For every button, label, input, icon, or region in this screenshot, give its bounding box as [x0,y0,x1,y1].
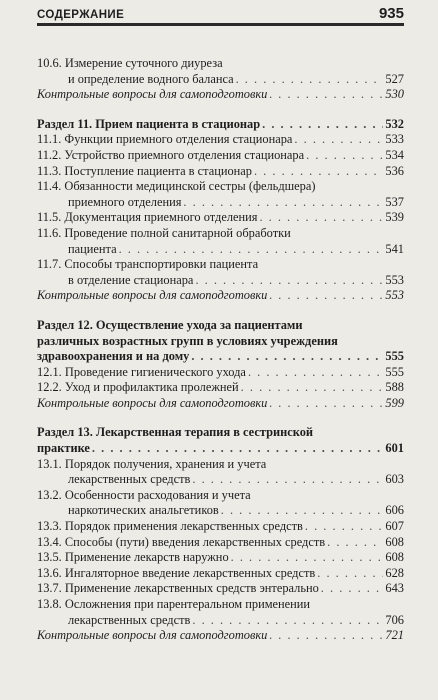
toc-entry-text: 13.3. Порядок применения лекарственных средств [37,519,303,534]
toc-page-number: 603 [385,472,404,487]
dot-leader [92,441,383,457]
toc-entry [37,365,404,381]
toc-entry-text: наркотических анальгетиков [68,503,219,518]
toc-page-number: 555 [385,349,404,364]
dot-leader [221,503,384,519]
toc-page-number: 606 [385,503,404,518]
toc-entry-text: 11.6. Проведение полной санитарной обработки [37,225,291,240]
toc-page-number: 534 [385,147,404,162]
dot-leader [119,242,384,258]
dot-leader [248,365,383,381]
toc-entry [37,148,404,164]
toc-entry-text: 11.1. Функции приемного отделения стационара [37,132,293,147]
toc-entry [37,519,404,535]
toc-review-questions [37,628,404,644]
toc-page-number: 527 [385,71,404,86]
toc-review-questions [37,87,404,103]
toc-page-number: 530 [385,87,404,102]
toc-entry-text: и определение водного баланса [68,71,234,86]
toc-page-number: 536 [385,163,404,178]
dot-leader [321,581,384,597]
toc-page-number: 599 [385,395,404,410]
toc-entry-text: Контрольные вопросы для самоподготовки [37,395,268,410]
dot-leader [241,380,384,396]
dot-leader [195,273,383,289]
toc-entry [37,210,404,226]
toc-section-group [37,318,404,412]
toc-entry-text: 12.1. Проведение гигиенического ухода [37,364,246,379]
dot-leader [191,349,383,365]
toc-review-questions [37,288,404,304]
toc-entry [37,380,404,396]
toc-entry [37,257,404,288]
toc-section-heading [37,425,404,456]
toc-entry [37,566,404,582]
running-title: СОДЕРЖАНИЕ [37,9,125,21]
toc-page-number: 541 [385,241,404,256]
dot-leader [294,132,383,148]
dot-leader [192,472,383,488]
dot-leader [269,628,383,644]
page-number: 935 [378,5,404,22]
toc-page-number: 721 [385,628,404,643]
toc-entry-text: 11.5. Документация приемного отделения [37,210,258,225]
toc-entry [37,535,404,551]
toc-section-heading [37,318,404,365]
toc-page-number: 537 [385,194,404,209]
toc-entry-text: Раздел 13. Лекарственная терапия в сестринской [37,425,314,440]
toc-entry-text: различных возрастных групп в условиях учреждения [37,333,338,348]
toc-entry-text: Раздел 12. Осуществление ухода за пациентами [37,317,303,332]
toc-entry [37,179,404,210]
toc-entry-text: здравоохранения и на дому [37,349,190,364]
toc-entry-text: 10.6. Измерение суточного диуреза [37,56,223,70]
toc-page-number: 706 [385,612,404,627]
toc-entry [37,226,404,257]
toc-entry [37,56,404,87]
toc-page-number: 555 [385,364,404,379]
toc-page-number: 628 [385,565,404,580]
toc-page-number: 533 [385,132,404,147]
toc-entry [37,457,404,488]
dot-leader [192,613,383,629]
dot-leader [183,195,383,211]
toc-entry-text: 13.5. Применение лекарств наружно [37,550,229,565]
toc-entry-text: 13.6. Ингаляторное введение лекарственных средств [37,565,316,580]
toc-section-heading [37,117,404,133]
toc-entry-text: 13.1. Порядок получения, хранения и учета [37,456,267,471]
toc-page-number: 608 [385,550,404,565]
toc-entry-text: пациента [68,241,117,256]
toc-page-number: 608 [385,534,404,549]
toc-entry-text: 12.2. Уход и профилактика пролежней [37,380,239,395]
toc-entry-text: лекарственных средств [68,472,191,487]
toc-page-number: 607 [385,519,404,534]
toc-entry-text: Раздел 11. Прием пациента в стационар [37,116,261,131]
toc-entry [37,550,404,566]
toc-page-number: 588 [385,380,404,395]
toc-entry-text: Контрольные вопросы для самоподготовки [37,87,268,102]
dot-leader [236,72,384,88]
dot-leader [305,519,384,535]
toc-entry [37,581,404,597]
dot-leader [327,535,383,551]
dot-leader [306,148,383,164]
toc-page-number: 643 [385,581,404,596]
dot-leader [269,87,383,103]
toc-entry-text: 13.4. Способы (пути) введения лекарственных средств [37,534,326,549]
dot-leader [269,288,383,304]
toc-page-number: 601 [385,441,404,456]
toc-entry [37,132,404,148]
toc-entry-text: 11.7. Способы транспортировки пациента [37,257,259,272]
table-of-contents [37,26,404,644]
toc-section-group [37,117,404,304]
toc-entry-text: Контрольные вопросы для самоподготовки [37,628,268,643]
toc-page-number: 553 [385,272,404,287]
dot-leader [317,566,383,582]
toc-entry-text: практике [37,441,90,456]
toc-entry-text: 11.4. Обязанности медицинской сестры (фельдшера) [37,179,316,194]
toc-entry-text: в отделение стационара [68,272,194,287]
toc-review-questions [37,396,404,412]
dot-leader [254,164,383,180]
toc-entry [37,597,404,628]
dot-leader [259,210,383,226]
toc-entry-text: Контрольные вопросы для самоподготовки [37,288,268,303]
toc-entry-text: 13.8. Осложнения при парентеральном применении [37,597,311,611]
toc-entry-text: 11.3. Поступление пациента в стационар [37,163,252,178]
toc-section-group [37,56,404,103]
toc-entry-text: лекарственных средств [68,612,191,627]
toc-entry-text: 13.2. Особенности расходования и учета [37,487,251,502]
toc-entry-text: 11.2. Устройство приемного отделения стационара [37,147,305,162]
dot-leader [262,117,383,133]
toc-page-number: 553 [385,288,404,303]
toc-entry [37,164,404,180]
toc-page-number: 539 [385,210,404,225]
toc-page-number: 532 [385,116,404,131]
toc-entry-text: приемного отделения [68,194,182,209]
dot-leader [269,396,383,412]
toc-entry [37,488,404,519]
page-header [37,0,404,26]
toc-entry-text: 13.7. Применение лекарственных средств энтерально [37,581,319,596]
toc-section-group [37,425,404,643]
dot-leader [231,550,384,566]
